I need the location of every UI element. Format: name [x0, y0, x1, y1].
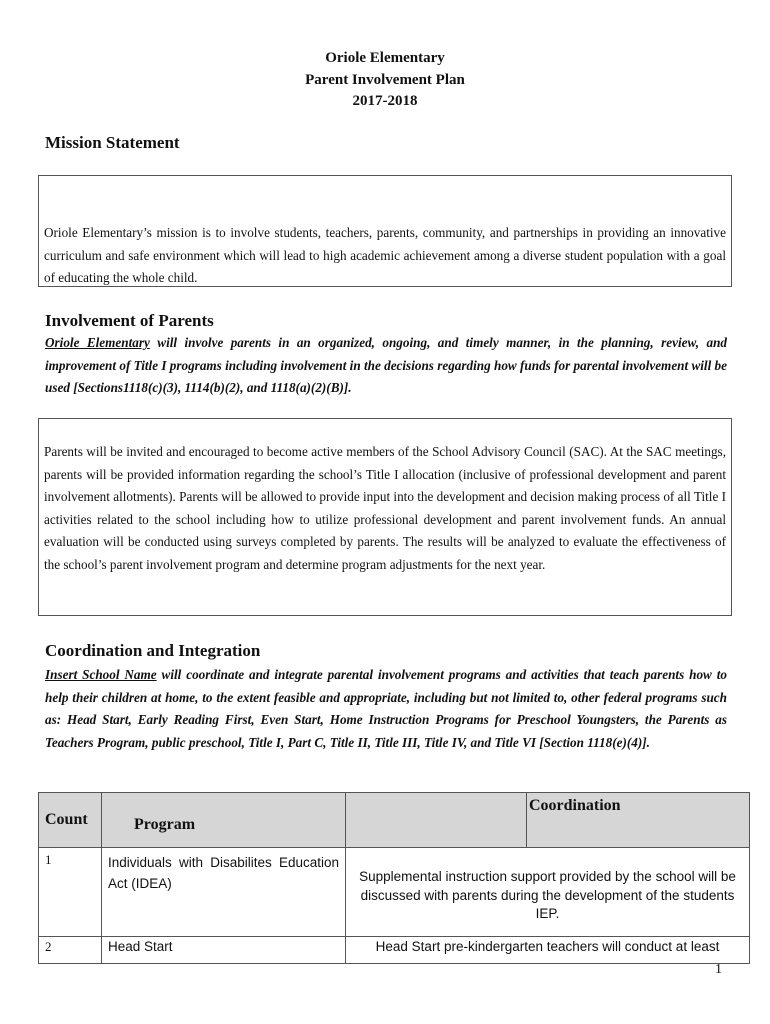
count-header: Count: [39, 793, 102, 848]
table-row: [39, 937, 750, 964]
row-count: 2: [39, 937, 102, 964]
header-spacer: [346, 793, 527, 848]
plan-year: 2017-2018: [352, 93, 418, 109]
program-header: Program: [102, 793, 346, 848]
table-header-row: [39, 793, 750, 848]
school-name: Oriole Elementary: [325, 50, 445, 66]
involvement-heading: Involvement of Parents: [45, 311, 214, 330]
involvement-text: Parents will be invited and encouraged to become active members of the School Advisory Council (SAC). At the SAC meetings, parents will be provided information regarding the school’s Title I allocation (inclusive of professional development and parent involvement allotments). Parents will be allowed to provide input into the development and decision making process of all Title I activities related to the school including how to utilize professional development and parent involvement funds. An annual evaluation will be conducted using surveys completed by parents. The results will be analyzed to evaluate the effectiveness of the school’s parent involvement program and determine program adjustments for the next year.: [44, 444, 726, 572]
coordination-school-name: Insert School Name: [45, 667, 157, 682]
page-number: 1: [715, 962, 722, 977]
program-table: [38, 792, 750, 964]
plan-title: Parent Involvement Plan: [305, 72, 465, 88]
row-count: 1: [39, 848, 102, 937]
coordination-heading: Coordination and Integration: [45, 641, 261, 660]
involvement-intro-rest: will involve parents in an organized, ongoing, and timely manner, in the planning, review, and improvement of Title I programs including involvement in the decisions regarding how funds for parental involvement will be used [Sections1118(c)(3), 1114(b)(2), and 1118(a)(2)(B)].: [45, 335, 727, 395]
coordination-header: Coordination: [527, 793, 750, 848]
involvement-intro: [45, 332, 727, 400]
coordination-intro: [45, 664, 727, 754]
row-program: Head Start: [102, 937, 346, 964]
row-coordination: Supplemental instruction support provided by the school will be discussed with parents during the development of the students IEP.: [346, 848, 750, 937]
mission-heading: Mission Statement: [45, 133, 180, 152]
table-row: [39, 848, 750, 937]
row-program: Individuals with Disabilites Education Act (IDEA): [102, 848, 346, 937]
coordination-intro-rest: will coordinate and integrate parental involvement programs and activities that teach parents how to help their children at home, to the extent feasible and appropriate, including but not limited to, other federal programs such as: Head Start, Early Reading First, Even Start, Home Instruction Programs for Preschool Youngsters, the Parents as Teachers Program, public preschool, Title I, Part C, Title II, Title III, Title IV, and Title VI [Section 1118(e)(4)].: [45, 667, 727, 750]
involvement-school-name: Oriole Elementary: [45, 335, 150, 350]
mission-text: Oriole Elementary’s mission is to involve students, teachers, parents, community, and partnerships in providing an innovative curriculum and safe environment which will lead to high academic achievement among a diverse student population with a goal of educating the whole child.: [44, 225, 726, 285]
row-coordination: Head Start pre-kindergarten teachers will conduct at least: [346, 937, 750, 964]
